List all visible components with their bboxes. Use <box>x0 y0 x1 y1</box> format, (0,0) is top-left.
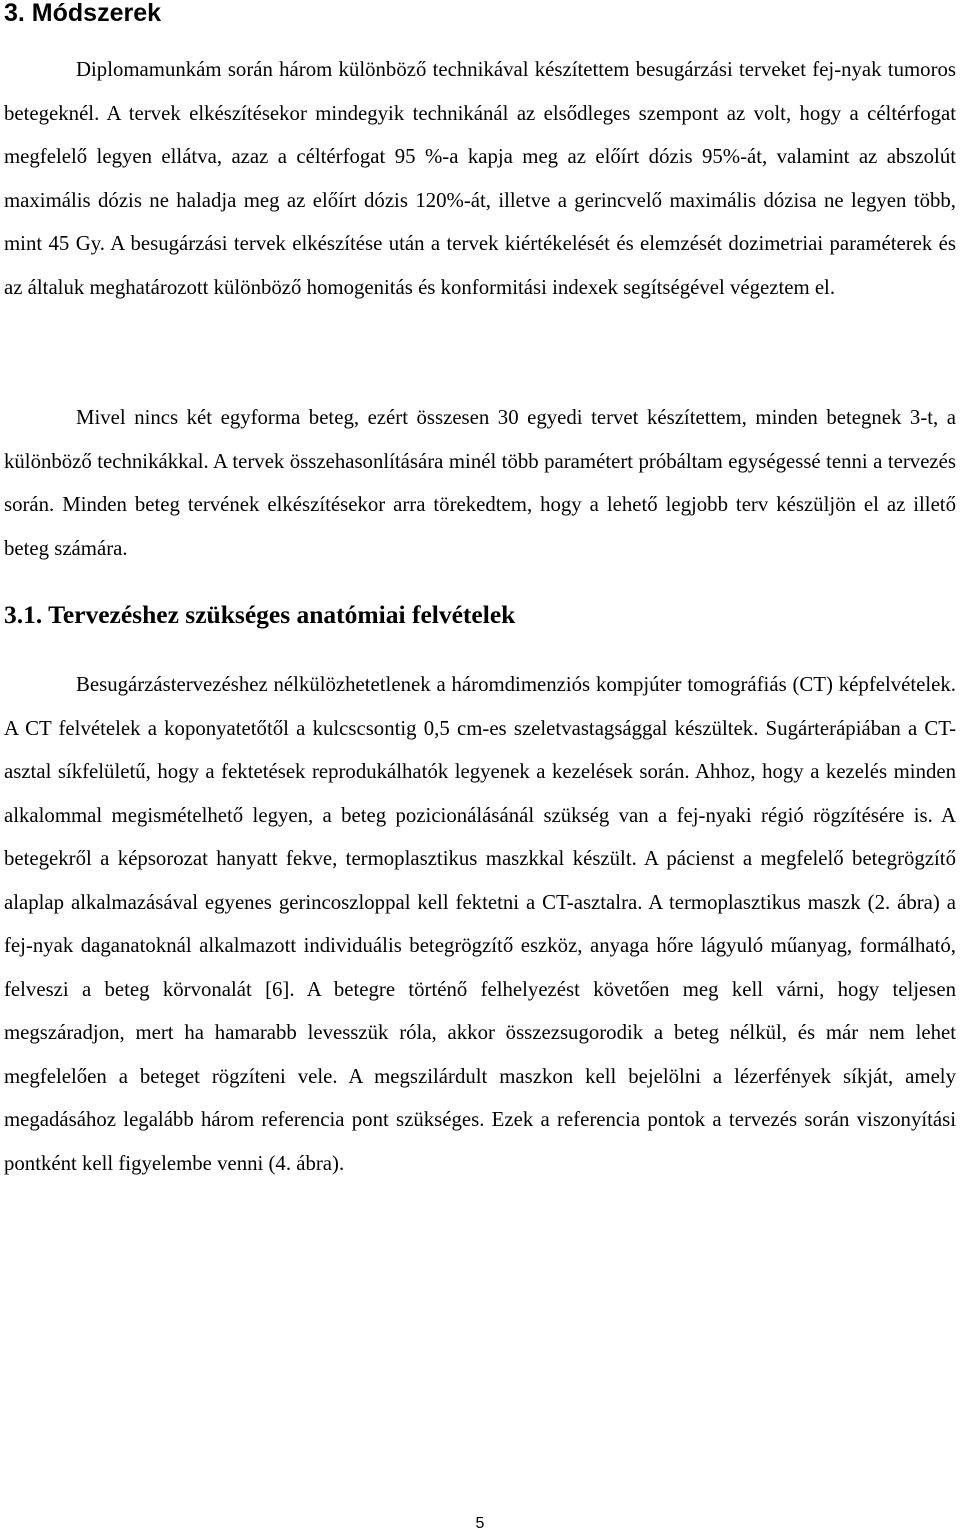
body-paragraph: Besugárzástervezéshez nélkülözhetetlenek a háromdimenziós kompjúter tomográfiás (CT) képfelvételek. A CT felvételek a koponyatetőtől a kulcscsontig 0,5 cm-es szeletvastagsággal készültek. Sugárterápiában a CT-asztal síkfelületű, hogy a fektetések reprodukálhatók legyenek a kezelések során. Ahhoz, hogy a kezelés minden alkalommal megismételhető legyen, a beteg pozicionálásánál szükség van a fej-nyaki régió rögzítésére is. A betegekről a képsorozat hanyatt fekve, termoplasztikus maszkkal készült. A pácienst a megfelelő betegrögzítő alaplap alkalmazásával egyenes gerincoszloppal kell fektetni a CT-asztalra. A termoplasztikus maszk (2. ábra) a fej-nyak daganatoknál alkalmazott individuális betegrögzítő eszköz, anyaga hőre lágyuló műanyag, formálható, felveszi a beteg körvonalát [6]. A betegre történő felhelyezést követően meg kell várni, hogy teljesen megszáradjon, mert ha hamarabb levesszük róla, akkor összezsugorodik a beteg nélkül, és már nem lehet megfelelően a beteget rögzíteni vele. A megszilárdult maszkon kell bejelölni a lézerfények síkját, amely megadásához legalább három referencia pont szükséges. Ezek a referencia pontok a tervezés során viszonyítási pontként kell figyelembe venni (4. ábra). <box>4 673 956 1175</box>
subsection-heading: 3.1. Tervezéshez szükséges anatómiai felvételek <box>4 600 516 629</box>
body-paragraph: Diplomamunkám során három különböző technikával készítettem besugárzási terveket fej-nyak tumoros betegeknél. A tervek elkészítésekor mindegyik technikánál az elsődleges szempont az volt, hogy a céltérfogat megfelelő legyen ellátva, azaz a céltérfogat 95 %-a kapja meg az előírt dózis 95%-át, valamint az abszolút maximális dózis ne haladja meg az előírt dózis 120%-át, illetve a gerincvelő maximális dózisa ne legyen több, mint 45 Gy. A besugárzási tervek elkészítése után a tervek kiértékelését és elemzését dozimetriai paraméterek és az általuk meghatározott különböző homogenitás és konformitási indexek segítségével végeztem el. <box>4 58 956 299</box>
body-paragraph: Mivel nincs két egyforma beteg, ezért összesen 30 egyedi tervet készítettem, minden betegnek 3-t, a különböző technikákkal. A tervek összehasonlítására minél több paramétert próbáltam egységessé tenni a tervezés során. Minden beteg tervének elkészítésekor arra törekedtem, hogy a lehető legjobb terv készüljön el az illető beteg számára. <box>4 406 956 560</box>
page-number: 5 <box>475 1515 485 1532</box>
section-heading: 3. Módszerek <box>4 0 162 27</box>
